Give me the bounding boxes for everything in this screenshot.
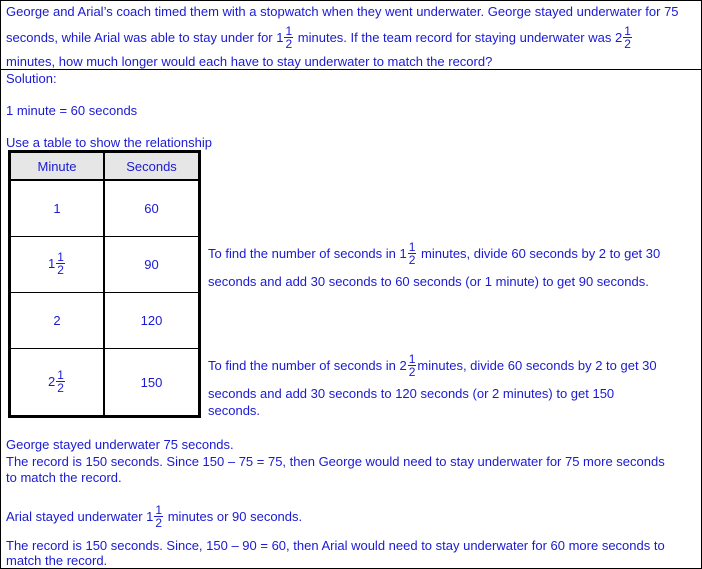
note-1-line-2: seconds and add 30 seconds to 60 seconds (or 1 minute) to get 90 seconds. — [208, 274, 649, 289]
fraction-one-half: $\frac{1}{2}$ — [408, 240, 416, 268]
fraction-one-half: $\frac{1}{2}$ — [57, 250, 64, 277]
problem-line-1: George and Arial’s coach timed them with a stopwatch when they went underwater. George stayed underwater for 75 — [6, 4, 679, 19]
seconds-cell: 120 — [104, 293, 199, 349]
george-line-2: The record is 150 seconds. Since 150 – 75 = 75, then George would need to stay underwater for 75 more seconds — [6, 454, 665, 469]
note-2-line-1: To find the number of seconds in 2 $\frac{1}{2}$ minutes, divide 60 seconds by 2 to get 30 — [208, 352, 657, 380]
problem-line-2-part-b: minutes. If the team record for staying underwater was 2 — [294, 30, 623, 45]
problem-line-3: minutes, how much longer would each have to stay underwater to match the record? — [6, 54, 493, 69]
arial-line-1: Arial stayed underwater 1 $\frac{1}{2}$ minutes or 90 seconds. — [6, 503, 303, 531]
note-1-line-1: To find the number of seconds in 1 $\frac{1}{2}$ minutes, divide 60 seconds by 2 to get 30 — [208, 240, 661, 268]
table-row — [11, 180, 199, 237]
solution-heading: Solution: — [6, 71, 57, 86]
minute-cell: 2 — [11, 293, 105, 349]
arial-line-3: match the record. — [6, 553, 108, 568]
table-row — [11, 293, 199, 349]
arial-line-2: The record is 150 seconds. Since, 150 – 90 = 60, then Arial would need to stay underwater for 60 more seconds to — [6, 538, 665, 553]
table-row — [11, 349, 199, 416]
george-line-1: George stayed underwater 75 seconds. — [6, 437, 234, 452]
column-header-seconds: Seconds — [104, 153, 199, 181]
fraction-one-half: $\frac{1}{2}$ — [155, 503, 163, 531]
seconds-cell: 60 — [104, 180, 199, 237]
fraction-one-half: $\frac{1}{2}$ — [624, 24, 631, 52]
fraction-one-half: $\frac{1}{2}$ — [285, 24, 293, 52]
table-header-row — [11, 153, 199, 181]
table-intro: Use a table to show the relationship — [6, 135, 212, 150]
minutes-seconds-table — [8, 150, 201, 418]
minute-cell: 1 — [11, 180, 105, 237]
table-row — [11, 237, 199, 293]
seconds-cell: 150 — [104, 349, 199, 416]
seconds-cell: 90 — [104, 237, 199, 293]
problem-line-2-part-a: seconds, while Arial was able to stay under for 1 — [6, 30, 284, 45]
problem-line-2 — [6, 26, 633, 51]
conversion-fact: 1 minute = 60 seconds — [6, 103, 138, 118]
fraction-one-half: $\frac{1}{2}$ — [408, 352, 416, 380]
minute-cell: 2 $\frac{1}{2}$ — [11, 349, 105, 416]
george-line-3: to match the record. — [6, 470, 122, 485]
note-2-line-3: seconds. — [208, 403, 261, 418]
fraction-one-half: $\frac{1}{2}$ — [57, 367, 64, 395]
note-2-line-2: seconds and add 30 seconds to 120 seconds (or 2 minutes) to get 150 — [208, 386, 615, 401]
column-header-minute: Minute — [11, 153, 105, 181]
minute-cell: 1 $\frac{1}{2}$ — [11, 237, 105, 293]
